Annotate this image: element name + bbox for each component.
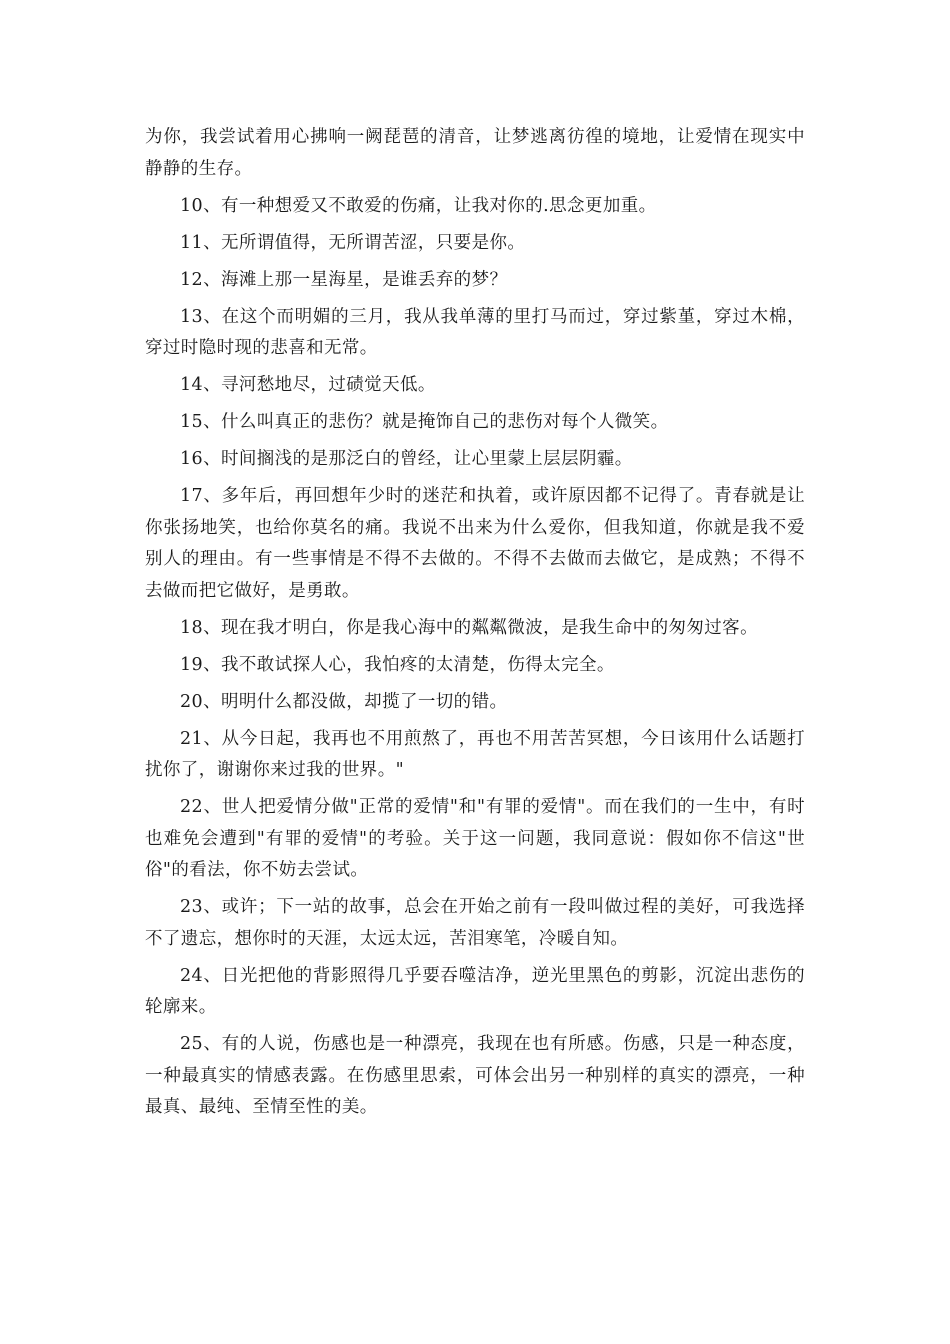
paragraph-13: 13、在这个而明媚的三月，我从我单薄的里打马而过，穿过紫堇，穿过木棉，穿过时隐时现的悲喜和无常。 (145, 306, 805, 358)
paragraph-16: 16、时间搁浅的是那泛白的曾经，让心里蒙上层层阴霾。 (180, 449, 633, 469)
paragraph-23: 23、或许；下一站的故事，总会在开始之前有一段叫做过程的美好，可我选择不了遗忘，想你时的天涯，太远太远，苦泪寒笔，冷暖自知。 (145, 897, 805, 949)
paragraph-24: 24、日光把他的背影照得几乎要吞噬洁净，逆光里黑色的剪影，沉淀出悲伤的轮廓来。 (145, 965, 805, 1017)
document-body (145, 122, 805, 1129)
paragraph-18: 18、现在我才明白，你是我心海中的粼粼微波，是我生命中的匆匆过客。 (180, 617, 758, 638)
paragraph-21: 21、从今日起，我再也不用煎熬了，再也不用苦苦冥想，今日该用什么话题打扰你了，谢谢你来过我的世界。" (145, 728, 805, 780)
paragraph-14: 14、寻河愁地尽，过碛觉天低。 (180, 375, 436, 395)
paragraph-19: 19、我不敢试探人心，我怕疼的太清楚，伤得太完全。 (180, 654, 615, 675)
paragraph-continued: 为你，我尝试着用心拂响一阙琵琶的清音，让梦逃离彷徨的境地，让爱情在现实中静静的生存。 (145, 127, 805, 179)
paragraph-12: 12、海滩上那一星海星，是谁丢弃的梦？ (180, 269, 508, 290)
paragraph-22: 22、世人把爱情分做"正常的爱情"和"有罪的爱情"。而在我们的一生中，有时也难免会遭到"有罪的爱情"的考验。关于这一问题，我同意说：假如你不信这"世俗"的看法，你不妨去尝试。 (145, 797, 805, 880)
paragraph-25: 25、有的人说，伤感也是一种漂亮，我现在也有所感。伤感，只是一种态度，一种最真实的情感表露。在伤感里思索，可体会出另一种别样的真实的漂亮，一种最真、最纯、至情至性的美。 (145, 1034, 805, 1117)
paragraph-10: 10、有一种想爱又不敢爱的伤痛，让我对你的.思念更加重。 (180, 195, 657, 216)
paragraph-20: 20、明明什么都没做，却揽了一切的错。 (180, 691, 508, 712)
paragraph-15: 15、什么叫真正的悲伤？就是掩饰自己的悲伤对每个人微笑。 (180, 412, 669, 432)
paragraph-11: 11、无所谓值得，无所谓苦涩，只要是你。 (180, 232, 526, 253)
paragraph-17: 17、多年后，再回想年少时的迷茫和执着，或许原因都不记得了。青春就是让你张扬地笑，也给你莫名的痛。我说不出来为什么爱你，但我知道，你就是我不爱别人的理由。有一些事情是不得不去做的。不得不去做而去做它，是成熟；不得不去做而把它做好，是勇敢。 (145, 486, 805, 601)
